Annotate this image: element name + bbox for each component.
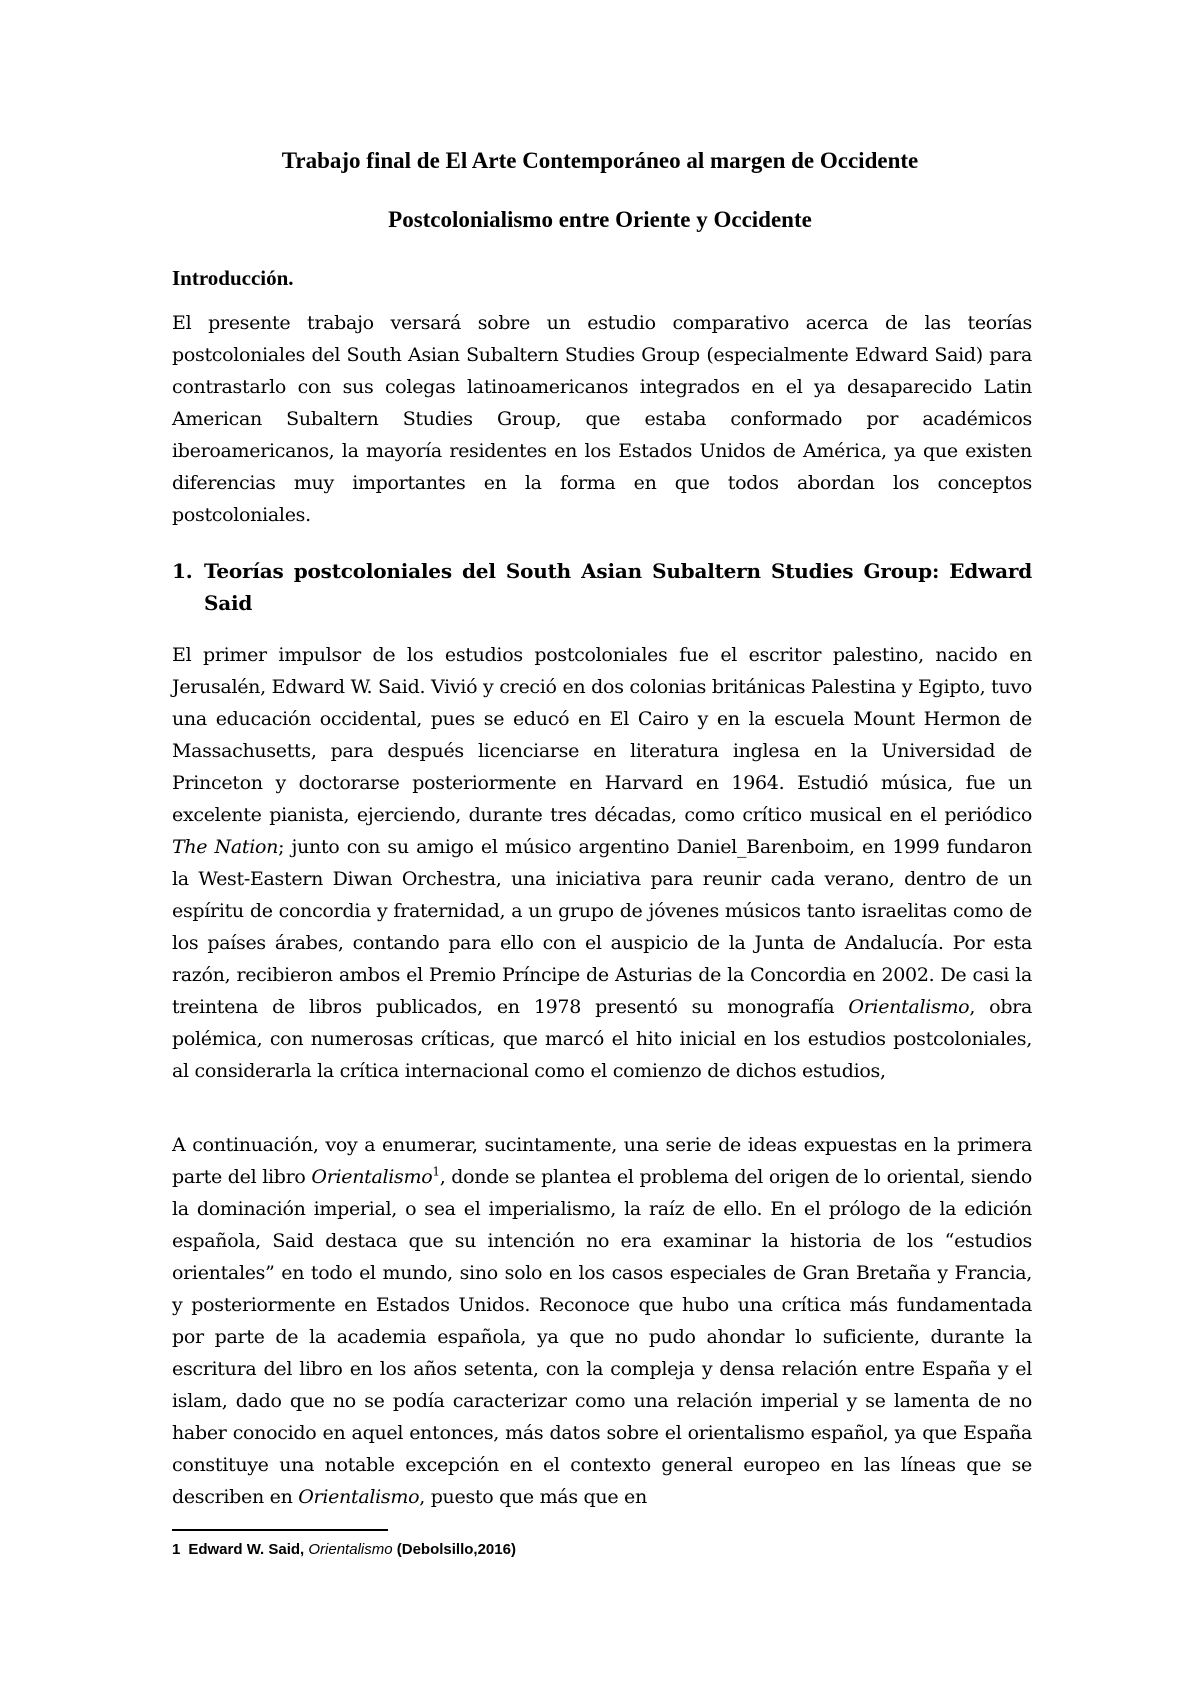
italic-run: Orientalismo xyxy=(298,1486,420,1508)
text-run: A continuación, voy a enumerar, sucintamente, una serie de ideas expuestas en la primera parte del libro xyxy=(172,1134,1032,1188)
intro-heading: Introducción. xyxy=(172,266,294,290)
italic-run: Orientalismo xyxy=(311,1166,433,1188)
text-run: ; junto con su amigo el músico argentino Daniel_Barenboim, en 1999 fundaron la West-Eastern Diwan Orchestra, una iniciativa para reunir cada verano, dentro de un espíritu de concordia y fraternidad, a un grupo de jóvenes músicos tanto israelitas como de los países árabes, contando para ello con el auspicio de la Junta de Andalucía. Por esta razón, recibieron ambos el Premio Príncipe de Asturias de la Concordia en 2002. De casi la treintena de libros publicados, en 1978 presentó su monografía xyxy=(172,836,1032,1018)
section-number: 1. xyxy=(172,559,193,583)
footnote-publisher: (Debolsillo,2016) xyxy=(396,1541,516,1558)
footnote-number: 1 xyxy=(172,1541,181,1558)
footnote-title: Orientalismo xyxy=(308,1541,393,1558)
document-subtitle: Postcolonialismo entre Oriente y Occidente xyxy=(388,207,812,232)
text-run: , obra polémica, con numerosas críticas, que marcó el hito inicial en los estudios postcoloniales, al considerarla la crítica internacional como el comienzo de dichos estudios, xyxy=(172,996,1032,1082)
footnote-author: Edward W. Said, xyxy=(188,1541,305,1558)
text-run: , puesto que más que en xyxy=(419,1486,647,1508)
section-1-heading xyxy=(172,555,1032,619)
section-title: Teorías postcoloniales del South Asian Subaltern Studies Group: Edward Said xyxy=(204,559,1032,615)
orientalismo-ideas-paragraph xyxy=(172,1129,1032,1513)
text-run: El primer impulsor de los estudios postcoloniales fue el escritor palestino, nacido en Jerusalén, Edward W. Said. Vivió y creció en dos colonias británicas Palestina y Egipto, tuvo una educación occidental, pues se educó en El Cairo y en la escuela Mount Hermon de Massachusetts, para después licenciarse en literatura inglesa en la Universidad de Princeton y doctorarse posteriormente en Harvard en 1964. Estudió música, fue un excelente pianista, ejerciendo, durante tres décadas, como crítico musical en el periódico xyxy=(172,644,1032,826)
footnote-reference[interactable]: 1 xyxy=(432,1164,440,1179)
said-biography-paragraph xyxy=(172,639,1032,1087)
intro-paragraph: El presente trabajo versará sobre un estudio comparativo acerca de las teorías postcoloniales del South Asian Subaltern Studies Group (especialmente Edward Said) para contrastarlo con sus colegas latinoamericanos integrados en el ya desaparecido Latin American Subaltern Studies Group, que estaba conformado por académicos iberoamericanos, la mayoría residentes en los Estados Unidos de América, ya que existen diferencias muy importantes en la forma en que todos abordan los conceptos postcoloniales. xyxy=(172,312,1032,526)
text-run: , donde se plantea el problema del origen de lo oriental, siendo la dominación imperial, o sea el imperialismo, la raíz de ello. En el prólogo de la edición española, Said destaca que su intención no era examinar la historia de los “estudios orientales” en todo el mundo, sino solo en los casos especiales de Gran Bretaña y Francia, y posteriormente en Estados Unidos. Reconoce que hubo una crítica más fundamentada por parte de la academia española, ya que no pudo ahondar lo suficiente, durante la escritura del libro en los años setenta, con la compleja y densa relación entre España y el islam, dado que no se podía caracterizar como una relación imperial y se lamenta de no haber conocido en aquel entonces, más datos sobre el orientalismo español, ya que España constituye una notable excepción en el contexto general europeo en las líneas que se describen en xyxy=(172,1166,1032,1508)
footnote xyxy=(172,1539,516,1561)
italic-run: Orientalismo xyxy=(848,996,970,1018)
italic-run: The Nation xyxy=(172,836,279,858)
footnote-separator xyxy=(172,1529,388,1531)
document-title: Trabajo final de El Arte Contemporáneo al margen de Occidente xyxy=(281,148,919,173)
